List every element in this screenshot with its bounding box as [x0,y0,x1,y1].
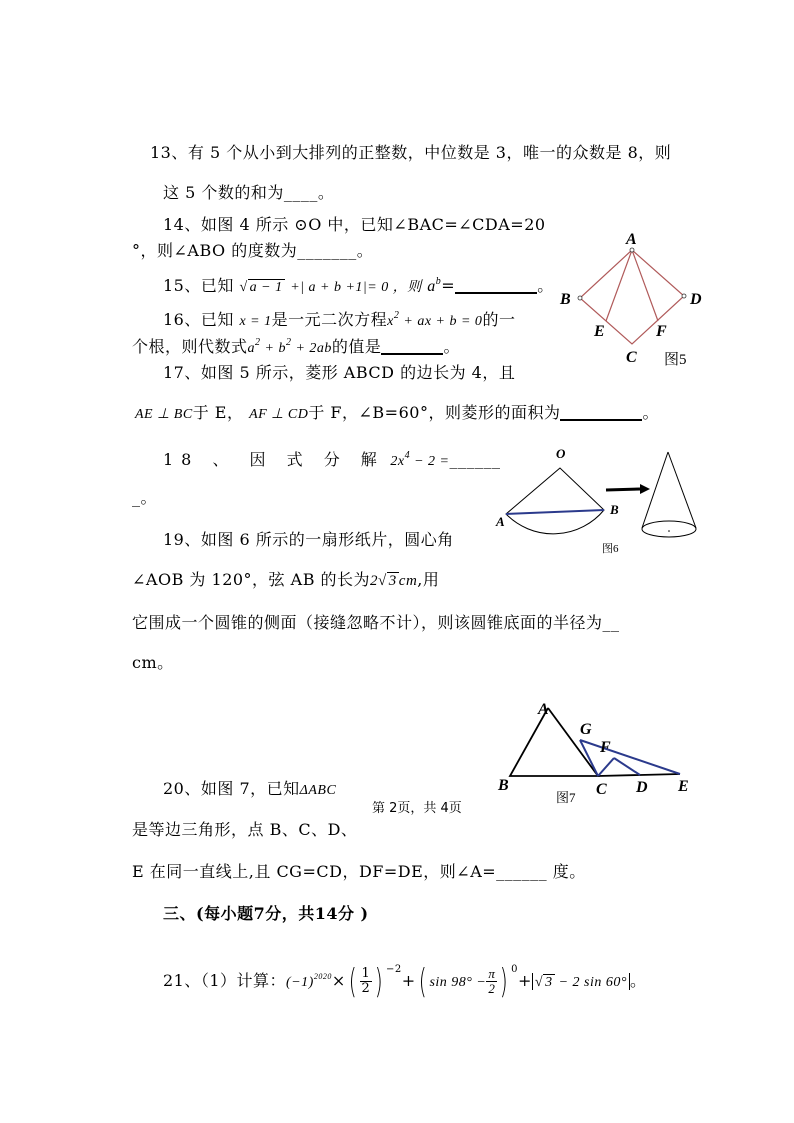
q18-line2: _。 [132,488,158,507]
q19-line3: 它围成一个圆锥的侧面（接缝忽略不计），则该圆锥底面的半径为__ [132,613,620,632]
fig7-label-b: B [498,777,509,794]
q21-paren2-close: ) [500,961,509,1002]
q15-line [163,272,554,298]
q17-perp1: AE ⊥ BC [135,407,193,422]
q16-end: 。 [443,337,460,356]
q21-line [163,955,647,1002]
q20-line1 [163,779,336,801]
q15-end: 。 [537,276,554,295]
q18-label: 18 、 因 式 分 解 [163,450,385,469]
q19-line2-end: ,用 [417,570,440,589]
q17-line2 [135,403,659,425]
q17-mid1: 于 E， [192,403,244,422]
q16-mid: 是一元二次方程 [271,310,388,329]
segment-fd [614,758,640,775]
fig7-label-d: D [636,779,648,796]
fig5-label-e: E [594,323,605,340]
q16-cond: x = 1 [239,314,272,329]
fig5-label-f: F [656,323,667,340]
q21-fraction: $\frac{1}{2}$ [361,966,371,996]
q17-mid2: 于 F，∠B=60°，则菱形的面积为 [308,403,561,422]
q19-line4: cm。 [132,653,174,672]
fig6-label-o: O [556,446,566,461]
q21-end: 。 [630,971,647,990]
cone [642,452,696,537]
q15-sqrt: √ a − 1 [239,280,283,295]
q19-chord: 2√ 3 cm [370,573,418,589]
q21-sin: sin 98° − [429,975,487,990]
q21-exp2: −2 [386,964,402,975]
q21-exp1: 2020 [313,972,332,981]
segment-cf [598,758,614,776]
q16-line2-after: 的值是 [331,337,382,356]
q18-line1 [163,446,501,472]
fig5-caption: 图5 [664,352,687,368]
q16-expr: $a^2 + b^2 + 2ab$ [247,337,332,356]
q16-blank [381,337,443,355]
fig6-label-a: A [496,514,505,529]
q21-label: 21、（1）计算： [163,971,287,990]
q20-line3: E 在同一直线上,且 CG=CD，DF=DE，则∠A=______ 度。 [132,862,586,881]
q20-prefix: 20、如图 7，已知 [163,779,300,798]
fig5-label-a: A [626,231,637,248]
q21-pi-fraction: $\frac{\pi}{2}$ [488,966,496,996]
chord-ab [506,510,604,514]
q13-line1: 13、有 5 个从小到大排列的正整数，中位数是 3，唯一的众数是 8，则 [150,143,672,162]
q14-line2: °，则∠ABO 的度数为_______。 [132,241,374,260]
q17-perp2: AF ⊥ CD [249,407,309,422]
figure-7 [494,700,704,805]
fig7-label-f: F [600,739,611,756]
q18-expr: $2x^4 - 2$ = [390,450,450,469]
q17-blank [560,403,642,421]
q19-line2-prefix: ∠AOB 为 120°，弦 AB 的长为 [132,570,371,589]
q16-equation: $x^2$ + ax + b = 0 [387,310,483,329]
q18-blank: ______ [449,450,501,469]
sector-outline [506,468,604,534]
q15-prefix: 15、已知 [163,276,234,295]
q21-exp3: 0 [511,964,519,975]
q17-end: 。 [642,403,659,422]
fig5-label-d: D [690,291,702,308]
fig7-caption: 图7 [556,790,576,805]
page-footer: 第 2页，共 4页 [372,801,462,816]
q19-line1: 19、如图 6 所示的一扇形纸片，圆心角 [163,530,454,549]
q15-power: $a^b$ [427,276,442,295]
fig7-label-g: G [580,721,592,738]
q20-line2: 是等边三角形，点 B、C、D、 [132,820,358,839]
q21-times: × [331,971,346,990]
figure-5 [560,231,702,368]
segment-ae [606,250,632,321]
figure-6 [494,446,714,556]
q21-paren-open: ( [348,961,357,1002]
fig5-label-c: C [626,349,637,366]
q15-blank [455,276,537,294]
arrow-head-icon [640,484,650,494]
q16-line2 [132,333,460,359]
q16-line2-prefix: 个根，则代数式 [132,337,248,356]
q21-plus2: + [518,971,532,990]
section-3-title: 三、(每小题7分，共14分 ) [163,904,369,923]
q16-line1 [163,306,515,332]
q13-line2: 这 5 个数的和为____。 [163,183,335,202]
q19-line2 [132,570,439,591]
q15-mid: +| a + b +1|= 0 ，则 [290,280,422,295]
q16-after: 的一 [482,310,516,329]
fig6-label-b: B [610,502,619,517]
q14-line1: 14、如图 4 所示 ⊙O 中，已知∠BAC=∠CDA=20 [163,215,546,234]
q21-plus1: + [401,971,416,990]
q21-paren2-open: ( [418,961,427,1002]
q21-base: (−1) [286,975,314,990]
arrow-shaft [606,489,640,490]
fig7-label-a: A [538,701,549,718]
fig7-label-c: C [596,781,607,798]
segment-af [632,250,658,321]
q21-abs: √ 3 − 2 sin 60° [532,973,630,990]
q20-triangle: ΔABC [299,783,337,798]
q15-eq: = [441,276,456,295]
q17-line1: 17、如图 5 所示，菱形 ABCD 的边长为 4，且 [163,363,516,382]
q21-paren-close: ) [375,961,384,1002]
fig6-caption: 图6 [602,543,619,555]
fig7-label-e: E [678,778,689,795]
q16-prefix: 16、已知 [163,310,234,329]
fig5-label-b: B [560,291,571,308]
